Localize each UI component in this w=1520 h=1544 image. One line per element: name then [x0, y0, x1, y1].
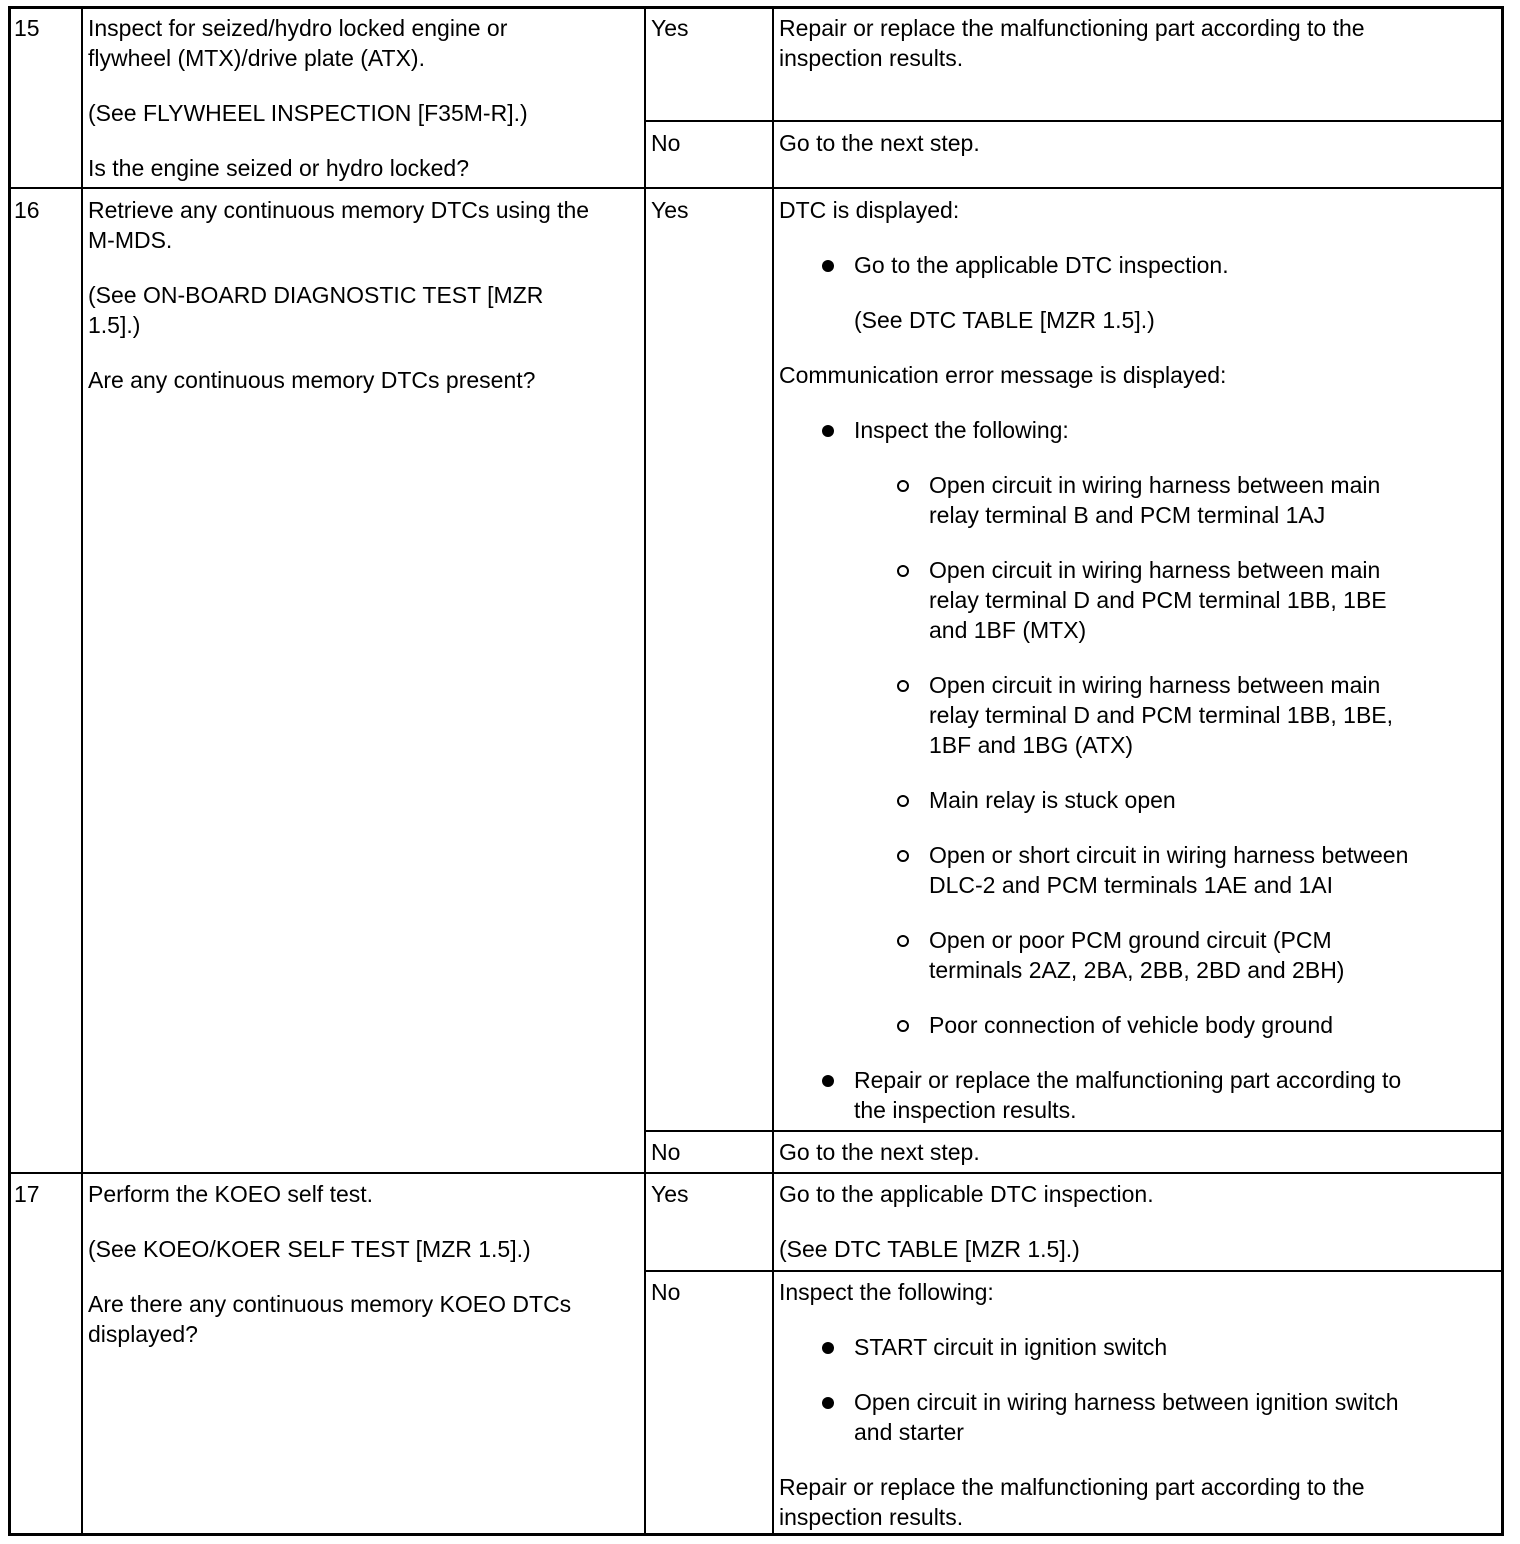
- step-question-line: Retrieve any continuous memory DTCs using the: [88, 197, 590, 223]
- step-number: 16: [14, 197, 40, 223]
- step-question-line: 1.5].): [88, 312, 141, 338]
- step-number: 15: [14, 15, 40, 41]
- yes-label: Yes: [651, 197, 689, 223]
- bullet-line: and starter: [854, 1419, 964, 1445]
- action-line: Go to the next step.: [779, 1139, 980, 1165]
- footer-line: Repair or replace the malfunctioning part according to the: [779, 1474, 1365, 1500]
- step-question-line: Are there any continuous memory KOEO DTCs: [88, 1291, 572, 1317]
- circle-bullet-icon: [897, 935, 909, 947]
- step-question-line: Is the engine seized or hydro locked?: [88, 155, 470, 181]
- step-question-line: (See FLYWHEEL INSPECTION [F35M-R].): [88, 100, 528, 126]
- circle-bullet-icon: [897, 795, 909, 807]
- row-divider-16-17: [8, 1172, 1504, 1174]
- action-line: Go to the next step.: [779, 130, 980, 156]
- sub-item-line: DLC-2 and PCM terminals 1AE and 1AI: [929, 872, 1333, 898]
- step-question-line: Perform the KOEO self test.: [88, 1181, 374, 1207]
- step-number: 17: [14, 1181, 40, 1207]
- inspect-bullet: Inspect the following:: [854, 417, 1069, 443]
- footer-line: inspection results.: [779, 1504, 964, 1530]
- action-line: (See DTC TABLE [MZR 1.5].): [779, 1236, 1080, 1262]
- circle-bullet-icon: [897, 680, 909, 692]
- step-question-line: displayed?: [88, 1321, 198, 1347]
- step-question-line: (See KOEO/KOER SELF TEST [MZR 1.5].): [88, 1236, 531, 1262]
- no-label: No: [651, 130, 681, 156]
- bullet-line: START circuit in ignition switch: [854, 1334, 1168, 1360]
- sub-item-line: relay terminal B and PCM terminal 1AJ: [929, 502, 1326, 528]
- bullet-icon: [822, 425, 834, 437]
- subrow-divider-17: [644, 1270, 1504, 1272]
- column-divider-question: [644, 6, 646, 1536]
- step-question-line: M-MDS.: [88, 227, 173, 253]
- bullet-icon: [822, 1342, 834, 1354]
- circle-bullet-icon: [897, 850, 909, 862]
- comm-error-heading: Communication error message is displayed:: [779, 362, 1227, 388]
- sub-item-line: relay terminal D and PCM terminal 1BB, 1BE,: [929, 702, 1394, 728]
- circle-bullet-icon: [897, 480, 909, 492]
- dtc-reference: (See DTC TABLE [MZR 1.5].): [854, 307, 1155, 333]
- sub-item-line: relay terminal D and PCM terminal 1BB, 1BE: [929, 587, 1387, 613]
- bullet-icon: [822, 1075, 834, 1087]
- yes-label: Yes: [651, 1181, 689, 1207]
- subrow-divider-16: [644, 1130, 1504, 1132]
- row-divider-15-16: [8, 187, 1504, 189]
- yes-label: Yes: [651, 15, 689, 41]
- inspect-heading: Inspect the following:: [779, 1279, 994, 1305]
- step-question-line: Are any continuous memory DTCs present?: [88, 367, 536, 393]
- action-line: Repair or replace the malfunctioning part according to the: [779, 15, 1365, 41]
- no-label: No: [651, 1139, 681, 1165]
- subrow-divider-15: [644, 120, 1504, 122]
- repair-bullet-line: Repair or replace the malfunctioning part according to: [854, 1067, 1402, 1093]
- action-line: Go to the applicable DTC inspection.: [779, 1181, 1154, 1207]
- bullet-line: Open circuit in wiring harness between ignition switch: [854, 1389, 1399, 1415]
- sub-item-line: Open circuit in wiring harness between main: [929, 472, 1381, 498]
- circle-bullet-icon: [897, 565, 909, 577]
- step-question-line: (See ON-BOARD DIAGNOSTIC TEST [MZR: [88, 282, 544, 308]
- sub-item-line: and 1BF (MTX): [929, 617, 1087, 643]
- sub-item-line: Open circuit in wiring harness between main: [929, 557, 1381, 583]
- action-line: inspection results.: [779, 45, 964, 71]
- sub-item-line: Poor connection of vehicle body ground: [929, 1012, 1334, 1038]
- sub-item-line: Open or poor PCM ground circuit (PCM: [929, 927, 1332, 953]
- step-question-line: flywheel (MTX)/drive plate (ATX).: [88, 45, 425, 71]
- repair-bullet-line: the inspection results.: [854, 1097, 1077, 1123]
- dtc-bullet: Go to the applicable DTC inspection.: [854, 252, 1229, 278]
- sub-item-line: 1BF and 1BG (ATX): [929, 732, 1134, 758]
- sub-item-line: Open circuit in wiring harness between main: [929, 672, 1381, 698]
- sub-item-line: terminals 2AZ, 2BA, 2BB, 2BD and 2BH): [929, 957, 1345, 983]
- sub-item-line: Main relay is stuck open: [929, 787, 1176, 813]
- no-label: No: [651, 1279, 681, 1305]
- bullet-icon: [822, 260, 834, 272]
- dtc-heading: DTC is displayed:: [779, 197, 960, 223]
- column-divider-step: [81, 6, 83, 1536]
- bullet-icon: [822, 1397, 834, 1409]
- circle-bullet-icon: [897, 1020, 909, 1032]
- sub-item-line: Open or short circuit in wiring harness between: [929, 842, 1409, 868]
- step-question-line: Inspect for seized/hydro locked engine or: [88, 15, 508, 41]
- column-divider-answer: [772, 6, 774, 1536]
